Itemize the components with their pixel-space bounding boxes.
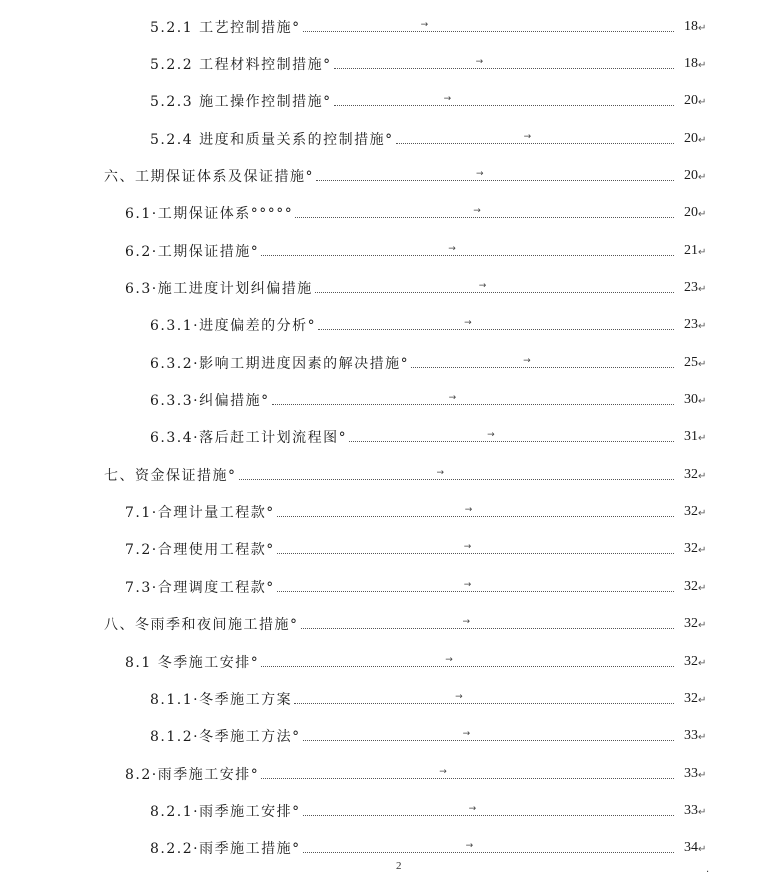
toc-entry-page: 25 — [684, 354, 698, 370]
tab-arrow-icon: → — [439, 766, 447, 777]
tab-arrow-icon: → — [455, 691, 463, 702]
tab-arrow-icon: → — [443, 94, 452, 105]
paragraph-mark-icon: ↵ — [698, 582, 707, 594]
toc-entry[interactable] — [0, 157, 780, 194]
dot-leader — [303, 841, 674, 853]
toc-entry-page: 21 — [684, 242, 698, 258]
toc-entry[interactable] — [0, 269, 780, 306]
tab-arrow-icon: → — [420, 19, 429, 30]
toc-entry-page: 18 — [684, 18, 698, 34]
toc-entry-title: 6.3.3·纠偏措施° — [150, 393, 270, 410]
toc-entry-page: 32 — [684, 504, 698, 520]
toc-entry-title: 8.2.1·雨季施工安排° — [150, 803, 301, 820]
toc-entry[interactable] — [0, 680, 780, 717]
tab-arrow-icon: → — [473, 206, 481, 217]
toc-entry-page: 30 — [684, 392, 698, 408]
dot-leader — [277, 505, 674, 517]
toc-entry-page: 32 — [684, 690, 698, 706]
dot-leader — [261, 654, 674, 667]
toc-entry[interactable] — [0, 531, 780, 568]
toc-entry-page: 32 — [684, 616, 698, 632]
footer-page-number: 2 — [396, 860, 402, 872]
paragraph-mark-icon: ↵ — [698, 844, 707, 856]
dot-leader — [315, 281, 674, 293]
toc-entry-title: 5.2.4 进度和质量关系的控制措施° — [150, 131, 394, 148]
toc-entry[interactable] — [0, 8, 780, 45]
paragraph-mark-icon: ↵ — [698, 60, 707, 72]
toc-entry-title: 八、冬雨季和夜间施工措施° — [104, 617, 299, 634]
corner-mark: . — [706, 864, 710, 875]
toc-entry[interactable] — [0, 643, 780, 680]
dot-leader — [301, 617, 675, 629]
toc-entry[interactable] — [0, 792, 780, 829]
toc-entry-title: 七、资金保证措施° — [104, 467, 237, 484]
toc-entry[interactable] — [0, 755, 780, 792]
toc-entry-title: 7.2·合理使用工程款° — [125, 542, 275, 559]
toc-entry[interactable] — [0, 381, 780, 418]
paragraph-mark-icon: ↵ — [698, 694, 707, 706]
dot-leader — [295, 206, 674, 218]
toc-entry-page: 31 — [684, 429, 698, 445]
toc-entry-page: 33 — [684, 802, 698, 818]
toc-entry-page: 32 — [684, 653, 698, 669]
dot-leader — [239, 467, 675, 480]
paragraph-mark-icon: ↵ — [698, 396, 707, 408]
paragraph-mark-icon: ↵ — [698, 209, 707, 221]
tab-arrow-icon: → — [465, 841, 474, 852]
dot-leader — [277, 542, 674, 554]
toc-entry-title: 8.2.2·雨季施工措施° — [150, 841, 301, 858]
toc-entry-page: 20 — [684, 130, 698, 146]
toc-entry-title: 6.1·工期保证体系°°°°° — [125, 206, 294, 223]
toc-entry[interactable] — [0, 120, 780, 157]
tab-arrow-icon: → — [448, 393, 457, 404]
tab-arrow-icon: → — [462, 617, 471, 628]
tab-arrow-icon: → — [448, 243, 456, 254]
toc-entry-title: 8.1.2·冬季施工方法° — [150, 729, 301, 746]
toc-entry-title: 8.2·雨季施工安排° — [125, 766, 260, 783]
toc-entry-page: 18 — [684, 56, 698, 72]
toc-entry-title: 8.1 冬季施工安排° — [125, 654, 260, 671]
tab-arrow-icon: → — [445, 654, 453, 665]
tab-arrow-icon: → — [478, 281, 487, 292]
toc-entry-page: 20 — [684, 168, 698, 184]
toc-entry-page: 32 — [684, 466, 698, 482]
dot-leader — [349, 430, 674, 442]
toc-entry[interactable] — [0, 456, 780, 493]
dot-leader — [316, 169, 674, 181]
toc-entry-page: 23 — [684, 317, 698, 333]
toc-entry-title: 6.3·施工进度计划纠偏措施 — [125, 281, 313, 298]
dot-leader — [261, 766, 674, 779]
dot-leader — [334, 94, 674, 106]
toc-entry-title: 6.2·工期保证措施° — [125, 243, 260, 260]
toc-entry[interactable] — [0, 568, 780, 605]
toc-entry-page: 32 — [684, 541, 698, 557]
toc-entry-page: 33 — [684, 728, 698, 744]
toc-entry[interactable] — [0, 606, 780, 643]
paragraph-mark-icon: ↵ — [698, 172, 707, 184]
paragraph-mark-icon: ↵ — [698, 620, 707, 632]
dot-leader — [411, 355, 674, 368]
toc-entry[interactable] — [0, 83, 780, 120]
toc-entry[interactable] — [0, 307, 780, 344]
toc-entry[interactable] — [0, 718, 780, 755]
toc-entry-page: 20 — [684, 205, 698, 221]
toc-entry-title: 5.2.1 工艺控制措施° — [150, 19, 301, 36]
toc-entry[interactable] — [0, 419, 780, 456]
paragraph-mark-icon: ↵ — [698, 769, 707, 781]
toc-entry-title: 5.2.2 工程材料控制措施° — [150, 57, 332, 74]
paragraph-mark-icon: ↵ — [698, 470, 707, 482]
paragraph-mark-icon: ↵ — [698, 657, 707, 669]
paragraph-mark-icon: ↵ — [698, 545, 707, 557]
paragraph-mark-icon: ↵ — [698, 358, 707, 370]
tab-arrow-icon: → — [523, 131, 532, 142]
tab-arrow-icon: → — [523, 355, 531, 366]
toc-entry[interactable] — [0, 45, 780, 82]
paragraph-mark-icon: ↵ — [698, 246, 707, 258]
dot-leader — [272, 393, 674, 405]
tab-arrow-icon: → — [462, 729, 471, 740]
toc-entry-page: 32 — [684, 578, 698, 594]
toc-entry-title: 8.1.1·冬季施工方案 — [150, 691, 293, 708]
toc-entry-title: 6.3.4·落后赶工计划流程图° — [150, 430, 348, 447]
paragraph-mark-icon: ↵ — [698, 284, 707, 296]
dot-leader — [334, 57, 674, 69]
toc-entry[interactable] — [0, 344, 780, 381]
toc-entry-title: 6.3.1·进度偏差的分析° — [150, 318, 317, 335]
dot-leader — [303, 19, 674, 32]
paragraph-mark-icon: ↵ — [698, 97, 707, 109]
paragraph-mark-icon: ↵ — [698, 321, 707, 333]
paragraph-mark-icon: ↵ — [698, 732, 707, 744]
toc-entry-page: 33 — [684, 765, 698, 781]
toc-entry[interactable] — [0, 493, 780, 530]
dot-leader — [318, 318, 674, 330]
toc-entry-page: 20 — [684, 93, 698, 109]
tab-arrow-icon: → — [487, 430, 495, 441]
tab-arrow-icon: → — [463, 579, 472, 590]
tab-arrow-icon: → — [464, 505, 473, 516]
paragraph-mark-icon: ↵ — [698, 433, 707, 445]
paragraph-mark-icon: ↵ — [698, 134, 707, 146]
toc-entry[interactable] — [0, 195, 780, 232]
dot-leader — [277, 579, 674, 592]
toc-entry-page: 23 — [684, 280, 698, 296]
toc-entry-page: 34 — [684, 840, 698, 856]
toc-entry[interactable] — [0, 830, 780, 867]
paragraph-mark-icon: ↵ — [698, 806, 707, 818]
toc-entry[interactable] — [0, 232, 780, 269]
dot-leader — [294, 691, 674, 704]
toc-entry-title: 5.2.3 施工操作控制措施° — [150, 94, 332, 111]
paragraph-mark-icon: ↵ — [698, 508, 707, 520]
tab-arrow-icon: → — [468, 803, 477, 814]
tab-arrow-icon: → — [463, 542, 472, 553]
dot-leader — [261, 243, 674, 256]
tab-arrow-icon: → — [436, 467, 445, 478]
dot-leader — [303, 729, 674, 741]
toc-entry-title: 7.3·合理调度工程款° — [125, 579, 275, 596]
dot-leader — [303, 803, 674, 816]
tab-arrow-icon: → — [464, 318, 472, 329]
toc-entry-title: 7.1·合理计量工程款° — [125, 505, 275, 522]
toc-entry-title: 六、工期保证体系及保证措施° — [104, 169, 314, 186]
tab-arrow-icon: → — [476, 169, 484, 180]
dot-leader — [396, 131, 674, 144]
paragraph-mark-icon: ↵ — [698, 22, 707, 34]
toc-entry-title: 6.3.2·影响工期进度因素的解决措施° — [150, 355, 410, 372]
tab-arrow-icon: → — [475, 57, 484, 68]
table-of-contents — [0, 8, 780, 867]
